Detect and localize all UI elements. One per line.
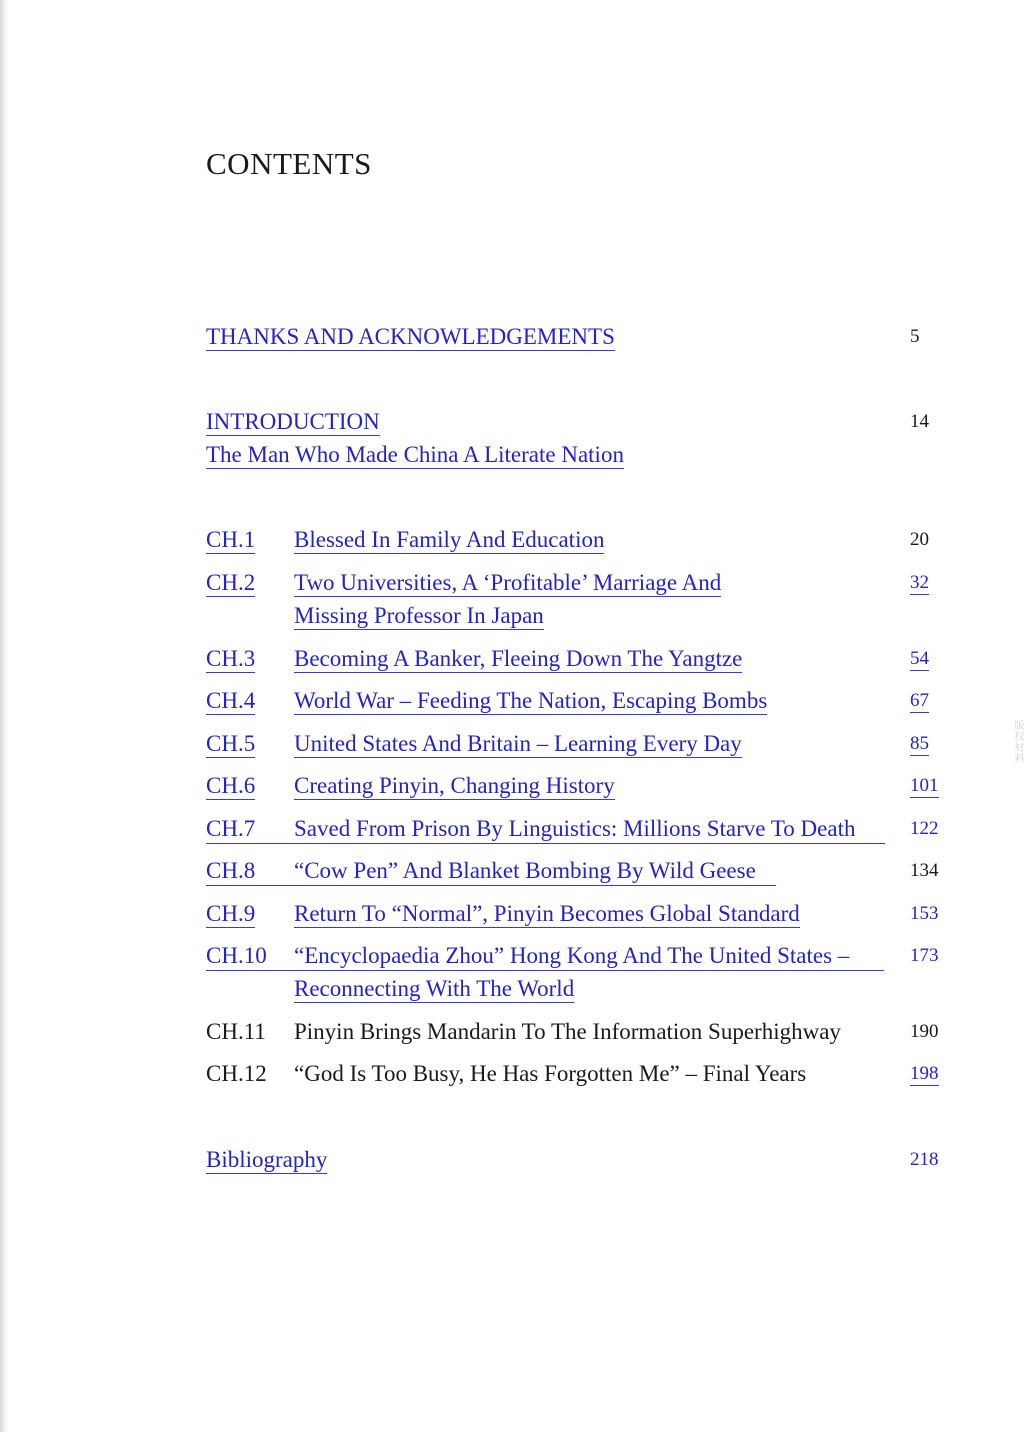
chapter-number-text[interactable]: CH.2 bbox=[206, 570, 256, 595]
toc-chapter-number-1[interactable] bbox=[206, 523, 255, 556]
toc-page-thanks: 5 bbox=[910, 326, 920, 347]
chapter-number-text[interactable]: CH.4 bbox=[206, 688, 256, 713]
toc-chapter-number-8[interactable] bbox=[206, 854, 255, 887]
toc-entry-bibliography-label[interactable]: Bibliography bbox=[206, 1147, 328, 1172]
toc-chapter-title-10-line2[interactable] bbox=[294, 972, 574, 1005]
toc-chapter-number-10[interactable] bbox=[206, 939, 267, 972]
toc-chapter-title-8[interactable] bbox=[294, 854, 756, 887]
toc-entry-bibliography[interactable] bbox=[206, 1143, 327, 1176]
toc-chapter-title-2-line1[interactable] bbox=[294, 566, 721, 599]
chapter-title-text[interactable]: Creating Pinyin, Changing History bbox=[294, 773, 615, 798]
chapter-title-text[interactable]: Missing Professor In Japan bbox=[294, 603, 544, 628]
toc-entry-thanks[interactable] bbox=[206, 320, 615, 353]
chapter-number-text[interactable]: CH.9 bbox=[206, 901, 256, 926]
toc-page-ch10[interactable]: 173 bbox=[910, 945, 939, 966]
toc-chapter-title-6[interactable] bbox=[294, 769, 615, 802]
toc-chapter-title-1[interactable] bbox=[294, 523, 604, 556]
toc-chapter-title-2-line2[interactable] bbox=[294, 599, 544, 632]
chapter-title-text[interactable]: World War – Feeding The Nation, Escaping Bombs bbox=[294, 688, 768, 713]
toc-chapter-title-10-line1[interactable] bbox=[294, 939, 849, 972]
toc-page-ch9[interactable]: 153 bbox=[910, 903, 939, 924]
page-link-text[interactable]: 32 bbox=[910, 572, 929, 593]
toc-chapter-title-5[interactable] bbox=[294, 727, 742, 760]
toc-entry-introduction-label[interactable]: INTRODUCTION bbox=[206, 409, 380, 434]
toc-page-introduction: 14 bbox=[910, 411, 929, 432]
chapter-title-text[interactable]: “Encyclopaedia Zhou” Hong Kong And The United States – bbox=[294, 943, 850, 968]
toc-entry-introduction-subtitle-label[interactable]: The Man Who Made China A Literate Nation bbox=[206, 442, 624, 467]
toc-page-ch12[interactable] bbox=[910, 1057, 939, 1090]
chapter-title-text[interactable]: Saved From Prison By Linguistics: Millions Starve To Death bbox=[294, 816, 856, 841]
toc-chapter-title-9[interactable] bbox=[294, 897, 800, 930]
toc-page-ch3[interactable] bbox=[910, 642, 929, 675]
toc-page-ch1: 20 bbox=[910, 529, 929, 550]
page-link-text[interactable]: 54 bbox=[910, 648, 929, 669]
chapter-title-text[interactable]: “Cow Pen” And Blanket Bombing By Wild Geese bbox=[294, 858, 756, 883]
toc-page-ch2[interactable] bbox=[910, 566, 929, 599]
toc-page-ch7[interactable]: 122 bbox=[910, 818, 939, 839]
toc-chapter-number-9[interactable] bbox=[206, 897, 255, 930]
toc-chapter-number-2[interactable] bbox=[206, 566, 255, 599]
page-link-text[interactable]: 198 bbox=[910, 1063, 939, 1084]
toc-chapter-number-3[interactable] bbox=[206, 642, 255, 675]
page-title: CONTENTS bbox=[206, 146, 372, 181]
chapter-title-text[interactable]: United States And Britain – Learning Every Day bbox=[294, 731, 742, 756]
toc-chapter-title-4[interactable] bbox=[294, 684, 767, 717]
chapter-title-text[interactable]: Reconnecting With The World bbox=[294, 976, 575, 1001]
chapter-number-text[interactable]: CH.1 bbox=[206, 527, 256, 552]
toc-entry-introduction[interactable] bbox=[206, 405, 380, 438]
toc-chapter-number-4[interactable] bbox=[206, 684, 255, 717]
chapter-title-text[interactable]: Becoming A Banker, Fleeing Down The Yangtze bbox=[294, 646, 743, 671]
chapter-title-text[interactable]: Two Universities, A ‘Profitable’ Marriage And bbox=[294, 570, 722, 595]
toc-chapter-number-11: CH.11 bbox=[206, 1019, 266, 1044]
toc-chapter-number-12: CH.12 bbox=[206, 1061, 267, 1086]
toc-page-ch6[interactable] bbox=[910, 769, 939, 802]
page-link-text[interactable]: 85 bbox=[910, 733, 929, 754]
toc-page-bibliography[interactable]: 218 bbox=[910, 1149, 939, 1170]
toc-entry-thanks-label[interactable]: THANKS AND ACKNOWLEDGEMENTS bbox=[206, 324, 615, 349]
chapter-number-text[interactable]: CH.10 bbox=[206, 943, 267, 968]
page-edge-shadow bbox=[0, 0, 8, 1432]
chapter-number-text[interactable]: CH.3 bbox=[206, 646, 256, 671]
copyright-watermark: 版权材料 bbox=[1012, 720, 1023, 764]
toc-page-ch8: 134 bbox=[910, 860, 939, 881]
chapter-title-text[interactable]: Blessed In Family And Education bbox=[294, 527, 605, 552]
toc-chapter-number-6[interactable] bbox=[206, 769, 255, 802]
toc-page-ch11: 190 bbox=[910, 1021, 939, 1042]
toc-chapter-number-7[interactable] bbox=[206, 812, 255, 845]
toc-chapter-title-12: “God Is Too Busy, He Has Forgotten Me” – Final Years bbox=[294, 1061, 807, 1086]
toc-page-ch4[interactable] bbox=[910, 684, 929, 717]
page-link-text[interactable]: 101 bbox=[910, 775, 939, 796]
toc-entry-introduction-subtitle[interactable] bbox=[206, 438, 624, 471]
chapter-number-text[interactable]: CH.8 bbox=[206, 858, 256, 883]
toc-chapter-title-3[interactable] bbox=[294, 642, 742, 675]
toc-chapter-title-11: Pinyin Brings Mandarin To The Information Superhighway bbox=[294, 1019, 841, 1044]
toc-chapter-title-7[interactable] bbox=[294, 812, 855, 845]
chapter-number-text[interactable]: CH.5 bbox=[206, 731, 256, 756]
page-link-text[interactable]: 67 bbox=[910, 690, 929, 711]
toc-page-ch5[interactable] bbox=[910, 727, 929, 760]
chapter-number-text[interactable]: CH.6 bbox=[206, 773, 256, 798]
chapter-number-text[interactable]: CH.7 bbox=[206, 816, 256, 841]
toc-chapter-number-5[interactable] bbox=[206, 727, 255, 760]
chapter-title-text[interactable]: Return To “Normal”, Pinyin Becomes Global Standard bbox=[294, 901, 800, 926]
